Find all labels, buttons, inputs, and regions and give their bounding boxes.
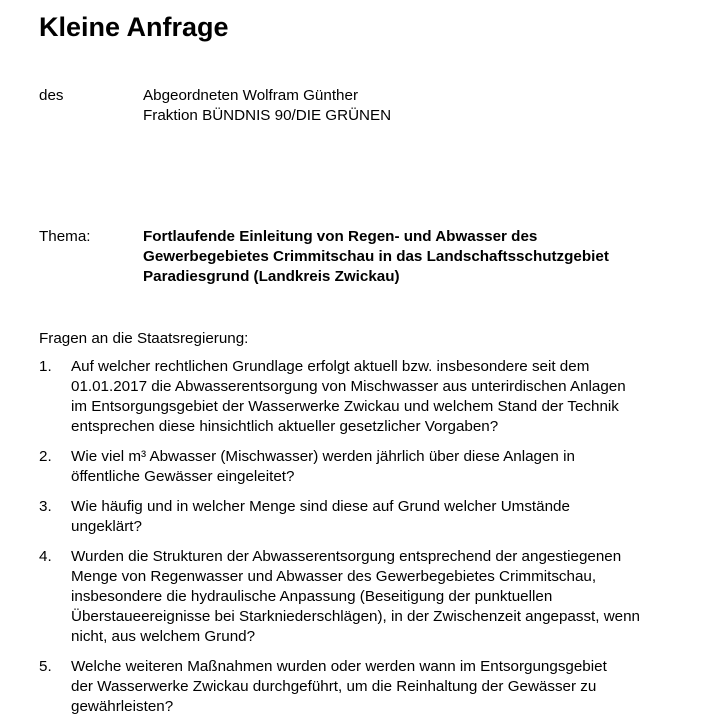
question-number: 1. (39, 358, 52, 375)
question-line: Wurden die Strukturen der Abwasserentsorgung entsprechend der angestiegenen (71, 548, 622, 565)
question-text (71, 497, 719, 537)
questions-intro: Fragen an die Staatsregierung: (39, 330, 249, 347)
question-line: Überstaueereignisse bei Starkniederschlägen), in der Zwischenzeit angepasst, wenn (71, 608, 641, 625)
thema-line: Gewerbegebietes Crimmitschau in das Landschaftsschutzgebiet (143, 248, 609, 265)
question-item (39, 357, 719, 437)
thema-text (143, 227, 703, 287)
author-block (143, 86, 391, 126)
question-text (71, 357, 719, 437)
question-line: ungeklärt? (71, 518, 142, 535)
thema-line: Fortlaufende Einleitung von Regen- und Abwasser des (143, 228, 538, 245)
question-line: öffentliche Gewässer eingeleitet? (71, 468, 295, 485)
question-line: im Entsorgungsgebiet der Wasserwerke Zwickau und welchem Stand der Technik (71, 398, 619, 415)
question-item (39, 657, 719, 717)
question-line: gewährleisten? (71, 698, 174, 715)
question-line: Wie viel m³ Abwasser (Mischwasser) werden jährlich über diese Anlagen in (71, 448, 575, 465)
author-faction: Fraktion BÜNDNIS 90/DIE GRÜNEN (143, 107, 392, 124)
document-title: Kleine Anfrage (39, 12, 229, 42)
thema-line: Paradiesgrund (Landkreis Zwickau) (143, 268, 400, 285)
question-item (39, 497, 719, 537)
question-number: 3. (39, 498, 52, 515)
author-name: Abgeordneten Wolfram Günther (143, 87, 358, 104)
question-line: Auf welcher rechtlichen Grundlage erfolgt aktuell bzw. insbesondere seit dem (71, 358, 590, 375)
question-line: 01.01.2017 die Abwasserentsorgung von Mischwasser aus unterirdischen Anlagen (71, 378, 626, 395)
question-line: nicht, aus welchem Grund? (71, 628, 256, 645)
thema-label: Thema: (39, 228, 91, 245)
question-number: 2. (39, 448, 52, 465)
question-text (71, 657, 719, 717)
question-text (71, 547, 719, 647)
question-item (39, 447, 719, 487)
question-line: Welche weiteren Maßnahmen wurden oder werden wann im Entsorgungsgebiet (71, 658, 607, 675)
from-label: des (39, 87, 64, 104)
question-number: 4. (39, 548, 52, 565)
question-line: insbesondere die hydraulische Anpassung (Beseitigung der punktuellen (71, 588, 553, 605)
question-line: Wie häufig und in welcher Menge sind diese auf Grund welcher Umstände (71, 498, 570, 515)
question-line: der Wasserwerke Zwickau durchgeführt, um die Reinhaltung der Gewässer zu (71, 678, 597, 695)
question-line: Menge von Regenwasser und Abwasser des Gewerbegebietes Crimmitschau, (71, 568, 597, 585)
questions-list (39, 357, 719, 727)
question-item (39, 547, 719, 647)
question-number: 5. (39, 658, 52, 675)
question-line: entsprechen diese hinsichtlich aktueller gesetzlicher Vorgaben? (71, 418, 499, 435)
question-text (71, 447, 719, 487)
